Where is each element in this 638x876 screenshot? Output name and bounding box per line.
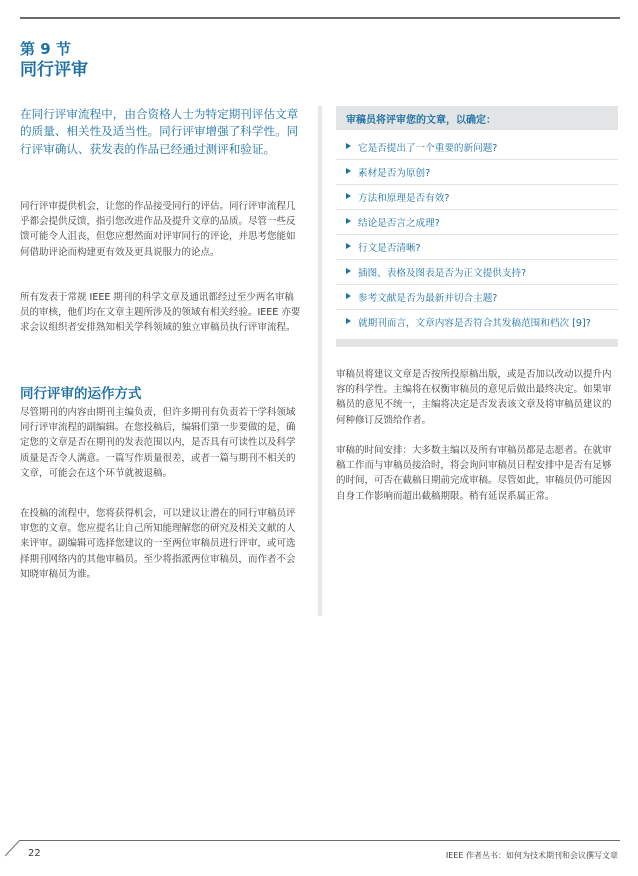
criteria-item xyxy=(336,285,618,310)
criteria-box xyxy=(336,106,618,347)
bullet-arrow-icon xyxy=(346,293,351,299)
criteria-item xyxy=(336,210,618,235)
criteria-item-text: 行文是否清晰? xyxy=(358,243,421,254)
criteria-item-text: 结论是否言之成理? xyxy=(358,218,440,229)
column-divider xyxy=(318,106,322,616)
bullet-arrow-icon xyxy=(346,168,351,174)
criteria-item xyxy=(336,160,618,185)
criteria-item xyxy=(336,310,618,334)
criteria-item-text: 素材是否为原创? xyxy=(358,168,431,179)
section-number: 第 9 节 xyxy=(20,40,71,58)
criteria-item-text: 参考文献是否为最新并切合主题? xyxy=(358,293,498,304)
bullet-arrow-icon xyxy=(346,143,351,149)
top-rule xyxy=(20,17,620,19)
criteria-item-text: 插图、表格及图表是否为正文提供支持? xyxy=(358,268,527,279)
decision-paragraph: 审稿员将建议文章是否按所投原稿出版，或是否加以改动以提升内容的科学性。主编将在权衡审稿员的意见后做出最终决定。如果审稿员的意见不统一，主编将决定是否发表该文章及将审稿员建议的何种修订反馈给作者。 xyxy=(336,369,612,426)
criteria-item xyxy=(336,185,618,210)
criteria-box-header xyxy=(336,106,618,130)
suggest-reviewers-paragraph: 在投稿的流程中，您将获得机会，可以建议让潜在的同行审稿员评审您的文章。您应提名让自己所知能理解您的研究及相关文献的人来评审。副编辑可选择您建议的一至两位审稿员进行评审，或可选择期刊网络内的其他审稿员。至少将指派两位审稿员，而作者不会知晓审稿员为谁。 xyxy=(20,508,296,580)
criteria-item-text: 就期刊而言，文章内容是否符合其发稿范围和档次 [9]? xyxy=(358,318,591,329)
footer-rule xyxy=(20,840,620,841)
reviewers-paragraph: 所有发表于常规 IEEE 期刊的科学文章及通讯都经过至少两名审稿员的审核，他们均在文章主题所涉及的领域有相关经验。IEEE 亦要求会议组织者安排熟知相关学科领域的独立审稿员执行评审流程。 xyxy=(20,292,301,334)
lead-paragraph: 在同行评审流程中，由合资格人士为特定期刊评估文章的质量、相关性及适当性。同行评审增强了科学性。同行评审确认、获发表的作品已经通过测评和验证。 xyxy=(20,107,299,156)
criteria-box-title: 审稿员将评审您的文章，以确定： xyxy=(346,115,496,126)
footer-title: IEEE 作者丛书：如何为技术期刊和会议撰写文章 xyxy=(445,851,618,860)
criteria-box-bottom-bar xyxy=(336,339,618,347)
subsection-heading: 同行评审的运作方式 xyxy=(20,386,142,402)
criteria-item-text: 方法和原理是否有效? xyxy=(358,193,450,204)
criteria-item xyxy=(336,235,618,260)
bullet-arrow-icon xyxy=(346,218,351,224)
timing-paragraph: 审稿的时间安排：大多数主编以及所有审稿员都是志愿者。在就审稿工作而与审稿员接洽时，将会询问审稿员日程安排中是否有足够的时间，可否在截稿日期前完成审稿。尽管如此，审稿员仍可能因自身工作影响而超出截稿期限。稍有延误系属正常。 xyxy=(336,445,612,502)
criteria-item xyxy=(336,135,618,160)
criteria-item-text: 它是否提出了一个重要的新问题? xyxy=(358,143,498,154)
footer-corner-mark xyxy=(5,840,25,858)
criteria-item xyxy=(336,260,618,285)
process-paragraph: 尽管期刊的内容由期刊主编负责，但许多期刊有负责若干学科领域同行评审流程的副编辑。在您投稿后，编辑们第一步要做的是，确定您的文章是否在期刊的发表范围以内，是否具有可读性以及科学质量是否令人满意。一篇写作质量很差，或者一篇与期刊不相关的文章，可能会在这个环节就被退稿。 xyxy=(20,407,296,479)
bullet-arrow-icon xyxy=(346,268,351,274)
page-number: 22 xyxy=(28,848,41,859)
bullet-arrow-icon xyxy=(346,243,351,249)
intro-paragraph: 同行评审提供机会，让您的作品接受同行的评估。同行评审流程几乎都会提供反馈，指引您改进作品及提升文章的品质。尽管一些反馈可能令人沮丧，但您应想然面对评审同行的评论，并思考您能如何借助评论而构建更有效及更具说服力的论点。 xyxy=(20,201,296,258)
bullet-arrow-icon xyxy=(346,193,351,199)
bullet-arrow-icon xyxy=(346,318,351,324)
section-title: 同行评审 xyxy=(20,60,88,80)
